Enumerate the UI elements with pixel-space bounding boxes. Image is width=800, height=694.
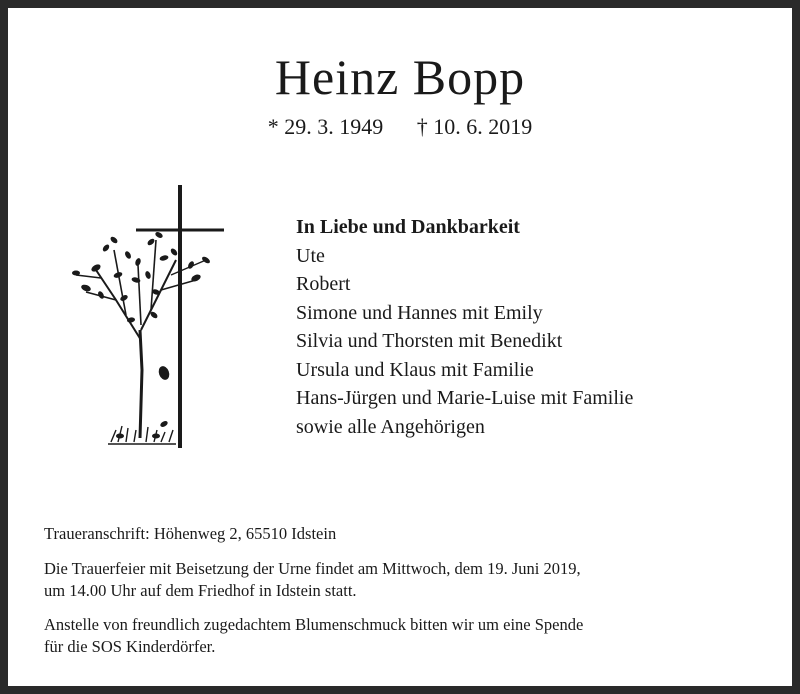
ceremony-line: um 14.00 Uhr auf dem Friedhof in Idstein statt. <box>44 581 357 600</box>
mourner-line: Ursula und Klaus mit Familie <box>296 358 534 381</box>
ceremony-info <box>44 558 774 602</box>
mourner-line: Ute <box>296 244 325 267</box>
mourning-address: Traueranschrift: Höhenweg 2, 65510 Idstein <box>44 524 337 543</box>
mourner-line: Hans-Jürgen und Marie-Luise mit Familie <box>296 387 634 409</box>
mourners-heading: In Liebe und Dankbarkeit <box>296 216 520 238</box>
deceased-name: Heinz Bopp <box>274 49 526 105</box>
death-date: † 10. 6. 2019 <box>416 114 533 139</box>
ceremony-line: Die Trauerfeier mit Beisetzung der Urne findet am Mittwoch, dem 19. Juni 2019, <box>44 559 581 578</box>
donation-line: Anstelle von freundlich zugedachtem Blumenschmuck bitten wir um eine Spende <box>44 615 584 634</box>
mourner-line: Robert <box>296 273 351 295</box>
notice-footer <box>44 523 774 670</box>
mourner-line: sowie alle Angehörigen <box>296 415 485 438</box>
mourner-line: Simone und Hannes mit Emily <box>296 301 543 324</box>
cross-and-tree-icon <box>56 180 226 455</box>
donation-info <box>44 614 774 658</box>
birth-date: * 29. 3. 1949 <box>267 114 384 139</box>
life-dates <box>8 114 792 140</box>
mourner-line: Silvia und Thorsten mit Benedikt <box>296 330 563 352</box>
donation-line: für die SOS Kinderdörfer. <box>44 637 216 656</box>
mourners-list <box>296 213 633 441</box>
